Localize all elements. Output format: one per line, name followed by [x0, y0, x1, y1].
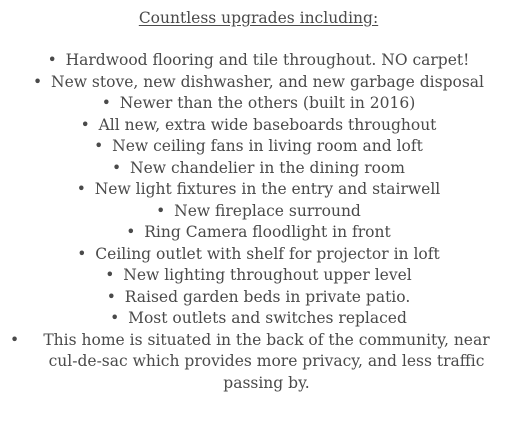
list-item: [0, 115, 517, 137]
bullet-icon: •: [126, 223, 136, 241]
list-item-text: Ceiling outlet with shelf for projector in loft: [95, 244, 440, 263]
list-item: [0, 244, 517, 266]
list-item: [0, 330, 517, 395]
list-item: [0, 265, 517, 287]
bullet-icon: •: [156, 201, 166, 220]
list-item-text: Raised garden beds in private patio.: [124, 287, 411, 306]
list-item-text: New lighting throughout upper level: [123, 266, 412, 284]
list-item-text: New stove, new dishwasher, and new garbage disposal: [51, 72, 484, 91]
section-heading: Countless upgrades including:: [138, 9, 379, 27]
bullet-icon: •: [94, 137, 104, 155]
list-item-text: New fireplace surround: [174, 201, 361, 220]
list-item-text: Ring Camera floodlight in front: [144, 223, 391, 241]
list-item-text: Hardwood flooring and tile throughout. NO carpet!: [65, 51, 470, 69]
list-item: [0, 72, 517, 94]
bullet-icon: •: [10, 330, 20, 349]
list-item: [0, 222, 517, 244]
list-item-text: Most outlets and switches replaced: [128, 309, 407, 327]
list-item-text: Newer than the others (built in 2016): [119, 94, 416, 112]
bullet-icon: •: [101, 94, 111, 112]
bullet-icon: •: [110, 309, 120, 327]
list-item: [0, 136, 517, 158]
list-item: [0, 50, 517, 72]
bullet-icon: •: [80, 115, 90, 134]
bullet-icon: •: [33, 72, 43, 91]
list-item: [0, 201, 517, 223]
bullet-icon: •: [105, 266, 115, 284]
list-item-text: This home is situated in the back of the community, near cul-de-sac which provides more privacy, and less traffic passing by.: [43, 330, 490, 392]
bullet-icon: •: [106, 287, 116, 306]
list-item-text: New ceiling fans in living room and loft: [112, 137, 423, 155]
list-item: [0, 158, 517, 180]
list-item-text: New light fixtures in the entry and stairwell: [94, 180, 441, 198]
upgrades-list: [0, 50, 517, 394]
list-item-text: All new, extra wide baseboards throughout: [98, 115, 437, 134]
list-item-text: New chandelier in the dining room: [130, 158, 405, 177]
bullet-icon: •: [112, 158, 122, 177]
bullet-icon: •: [77, 244, 87, 263]
list-item: [0, 93, 517, 115]
list-item: [0, 179, 517, 201]
list-item: [0, 308, 517, 330]
bullet-icon: •: [47, 51, 57, 69]
bullet-icon: •: [76, 180, 86, 198]
list-item: [0, 287, 517, 309]
